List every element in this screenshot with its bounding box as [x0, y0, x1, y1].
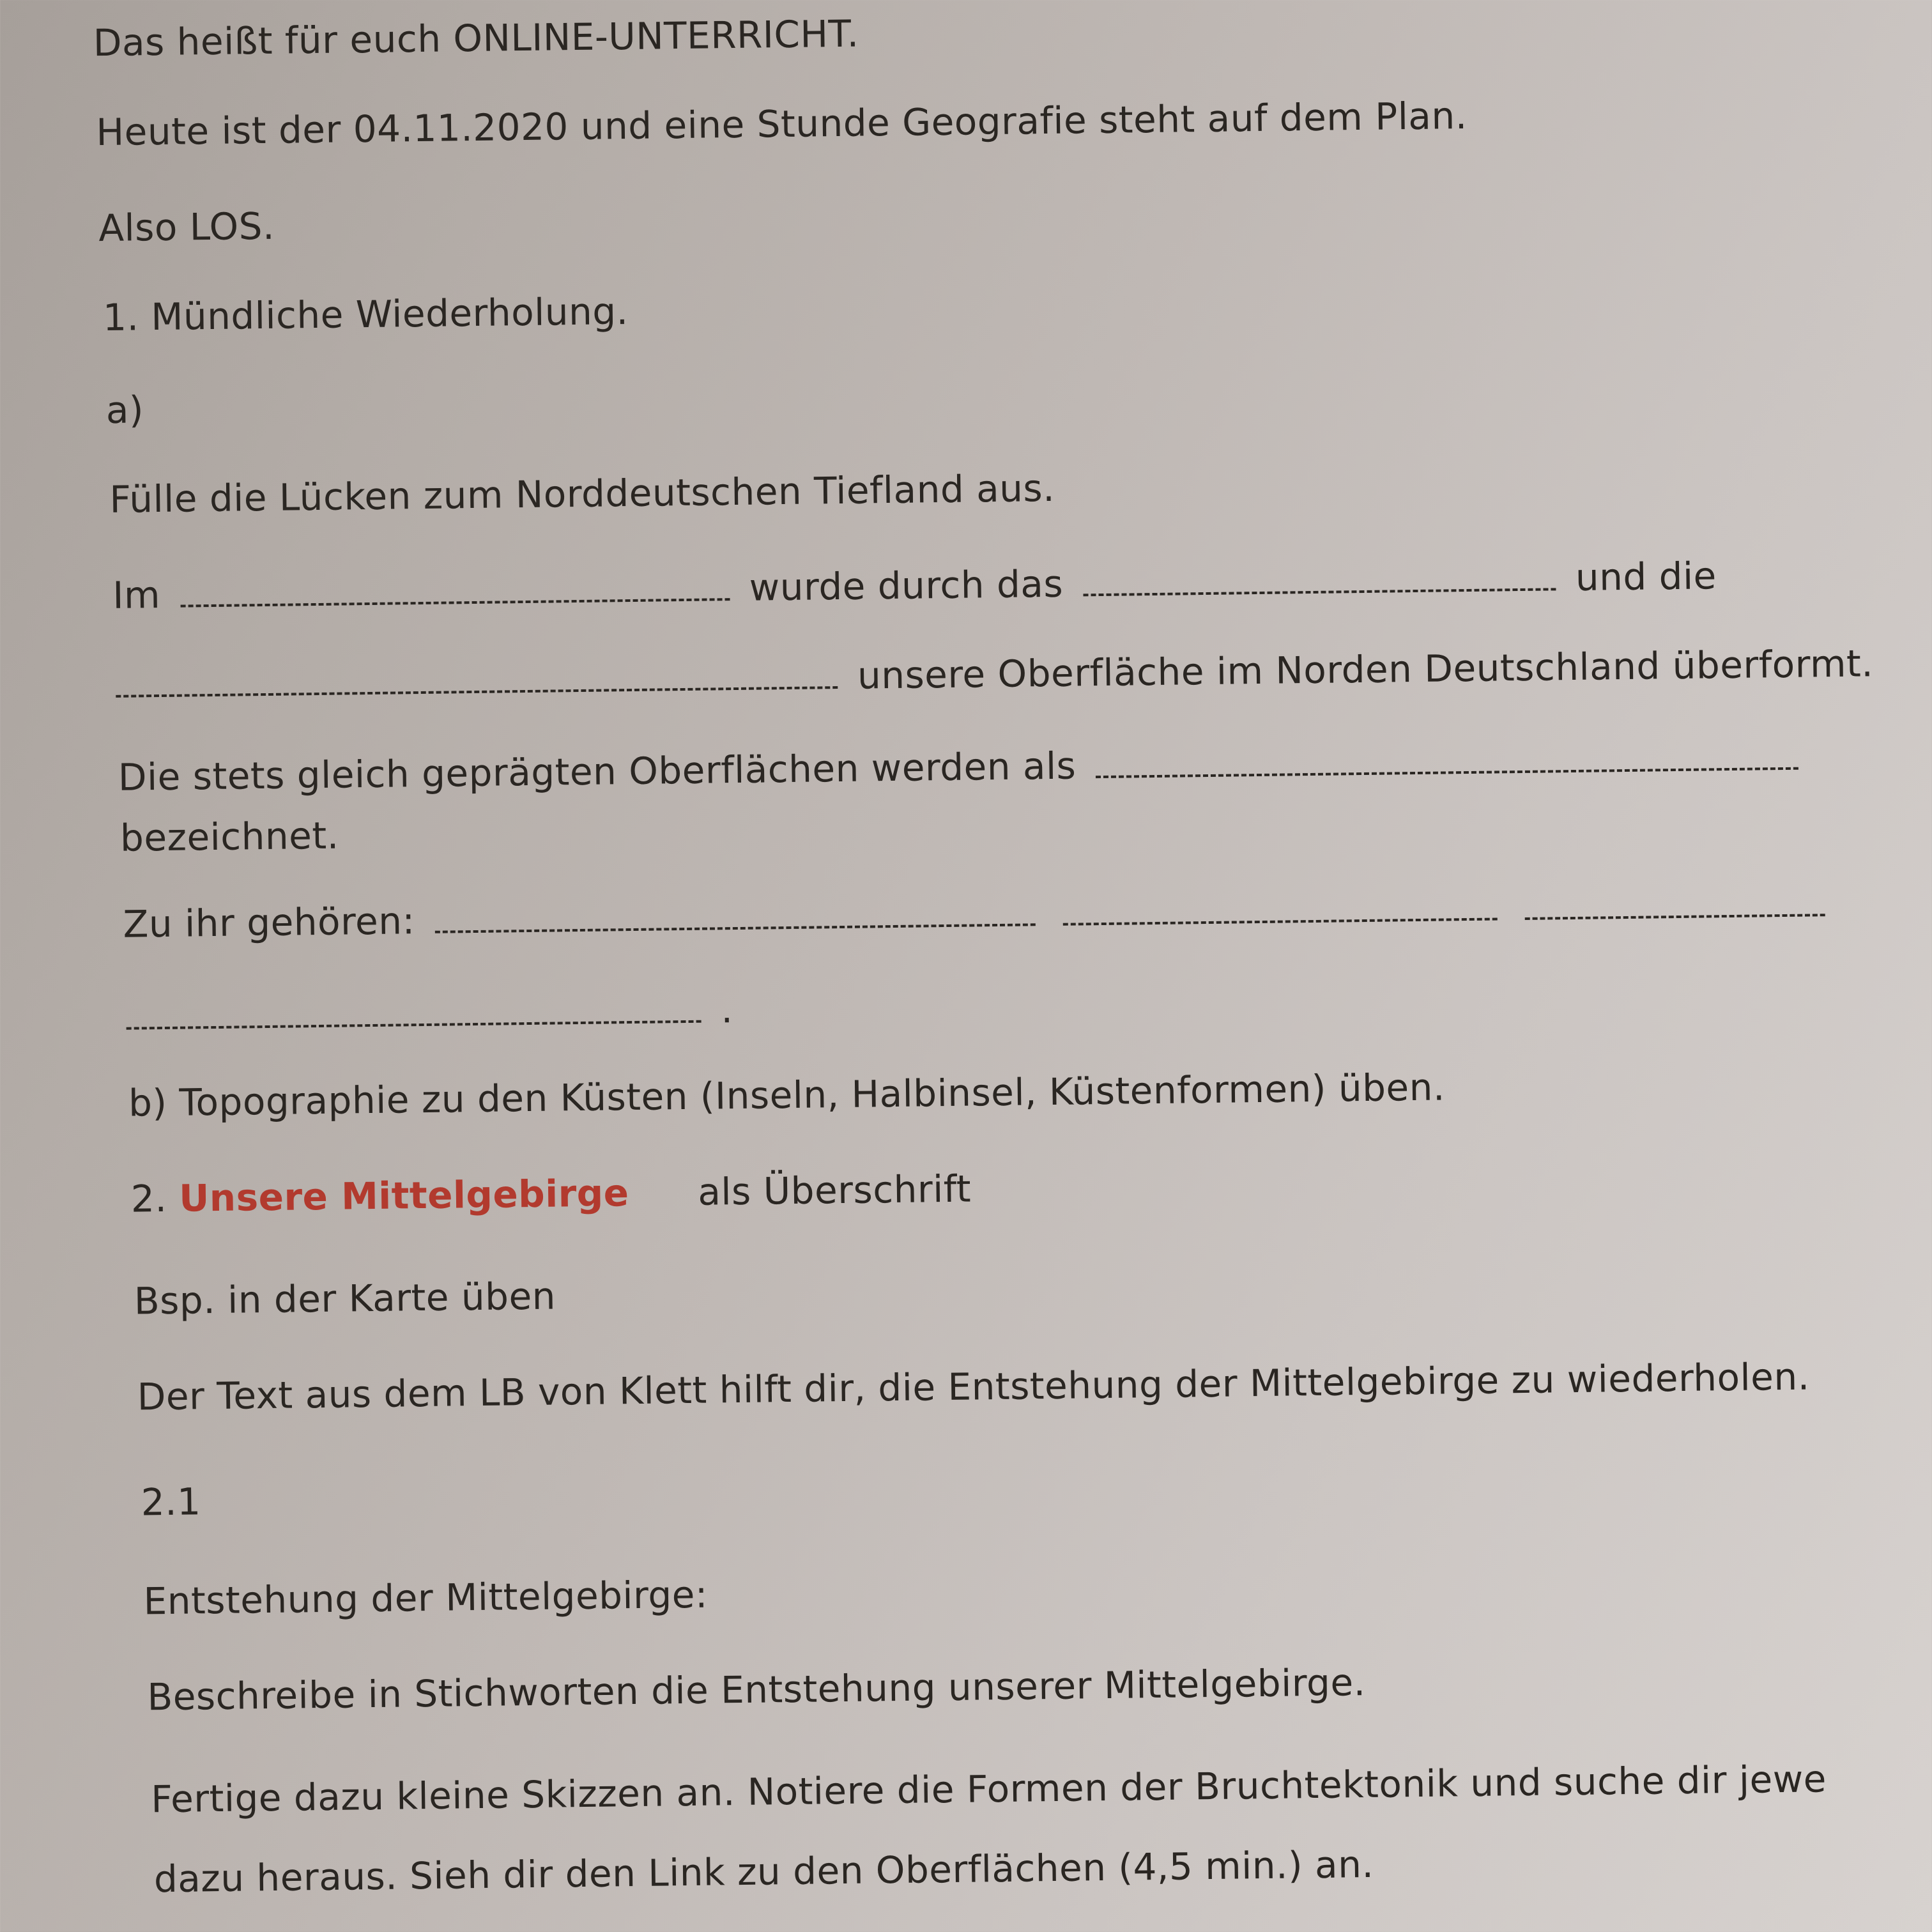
part-b-topography: b) Topographie zu den Küsten (Inseln, Halbinsel, Küstenformen) üben. [128, 1065, 1446, 1125]
gap-text-im: Im [112, 573, 161, 617]
section2-heading [130, 1167, 972, 1221]
part-a-instruction: Fülle die Lücken zum Norddeutschen Tiefland aus. [109, 466, 1055, 521]
gap-text-oberflaeche: unsere Oberfläche im Norden Deutschland überformt. [857, 641, 1874, 698]
gap-text-line-1 [112, 554, 1717, 617]
task-sketch: Fertige dazu kleine Skizzen an. Notiere die Formen der Bruchtektonik und suche dir jewe [151, 1757, 1827, 1821]
fill-blank [1524, 914, 1825, 920]
fill-blank [116, 686, 838, 698]
gap-text-wurde-durch-das: wurde durch das [749, 562, 1064, 610]
fill-blank [435, 923, 1036, 933]
gap-text-zu-ihr-gehoeren: Zu ihr gehören: [123, 899, 415, 946]
intro-line-date: Heute ist der 04.11.2020 und eine Stunde Geografie steht auf dem Plan. [96, 93, 1468, 155]
gap-text-line-6 [126, 988, 733, 1036]
gap-text-period: . [720, 988, 733, 1032]
section2-number: 2. [130, 1176, 167, 1221]
fill-blank [1096, 767, 1798, 778]
map-practice-note: Bsp. in der Karte üben [134, 1274, 556, 1323]
gap-text-line-3 [118, 739, 1807, 799]
textbook-note: Der Text aus dem LB von Klett hilft dir, die Entstehung der Mittelgebirge zu wiederholen. [137, 1354, 1810, 1419]
task-link: dazu heraus. Sieh dir den Link zu den Oberflächen (4,5 min.) an. [153, 1842, 1374, 1901]
gap-text-line-2 [116, 641, 1874, 703]
subsection-heading: Entstehung der Mittelgebirge: [143, 1572, 709, 1623]
section2-title-suffix: als Überschrift [697, 1167, 972, 1214]
gap-text-und-die: und die [1575, 554, 1717, 599]
fill-blank [180, 598, 730, 608]
fill-blank [1063, 917, 1498, 925]
part-a-label: a) [105, 388, 144, 433]
subsection-number: 2.1 [141, 1480, 201, 1524]
section1-heading: 1. Mündliche Wiederholung. [102, 289, 629, 340]
gap-text-line-5 [123, 885, 1832, 946]
section2-title: Unsere Mittelgebirge [178, 1171, 629, 1220]
gap-text-gleich-gepraegt: Die stets gleich geprägten Oberflächen werden als [118, 744, 1077, 799]
gap-text-line-4: bezeichnet. [119, 813, 339, 860]
task-describe: Beschreibe in Stichworten die Entstehung unserer Mittelgebirge. [147, 1660, 1366, 1719]
fill-blank [126, 1020, 702, 1030]
intro-line-start: Also LOS. [98, 204, 275, 250]
fill-blank [1083, 588, 1556, 596]
intro-line-online-lesson: Das heißt für euch ONLINE-UNTERRICHT. [93, 12, 859, 65]
